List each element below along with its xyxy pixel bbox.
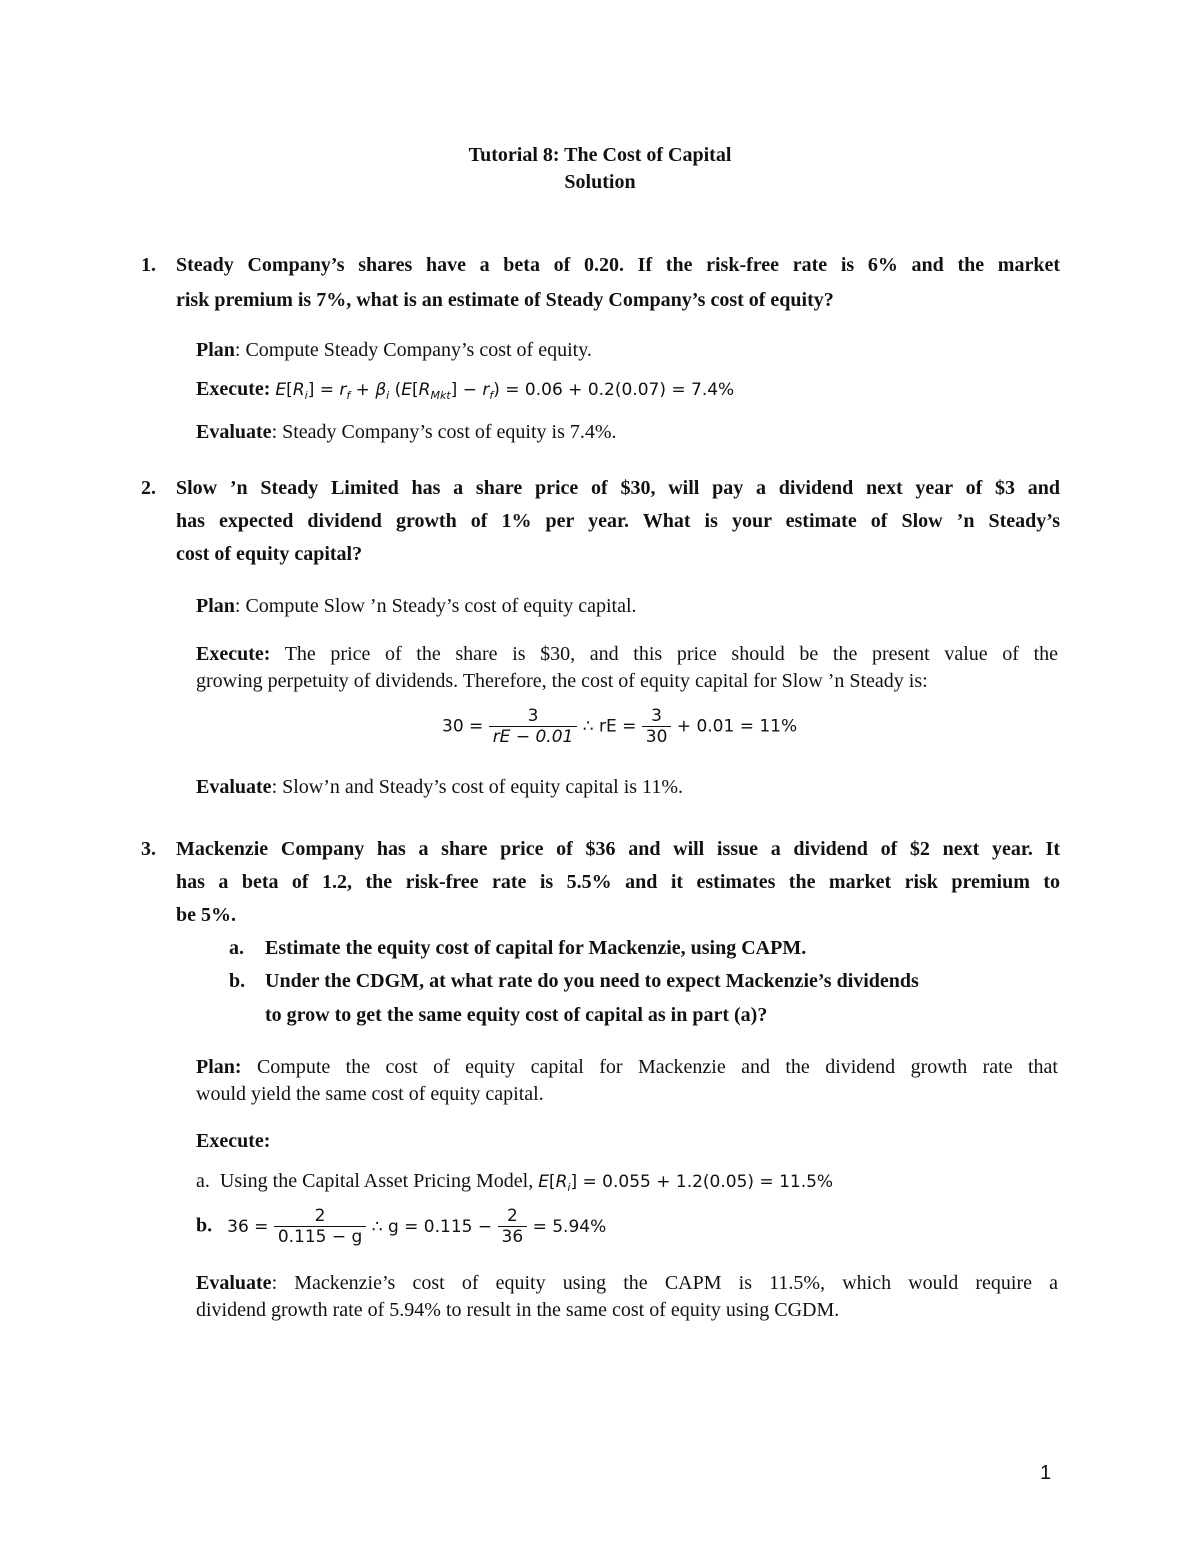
question-3-text-line1: Mackenzie Company has a share price of $36 and will issue a dividend of $2 next year. It xyxy=(176,838,1060,860)
q2-evaluate xyxy=(196,776,683,799)
q2-plan-label: Plan xyxy=(196,595,235,617)
q2-fraction-2-den: 30 xyxy=(642,726,672,747)
question-1-text-line1: Steady Company’s shares have a beta of 0.20. If the risk-free rate is 6% and the market xyxy=(176,254,1060,276)
question-2-text-line2: has expected dividend growth of 1% per year. What is your estimate of Slow ’n Steady’s xyxy=(176,510,1060,532)
q3-part-b-letter: b. xyxy=(229,970,246,992)
q3-plan-line1 xyxy=(196,1056,1058,1079)
question-2-number: 2. xyxy=(141,477,156,499)
q2-execute-line2: growing perpetuity of dividends. Therefore, the cost of equity capital for Slow ’n Steady is: xyxy=(196,670,928,692)
q1-evaluate-label: Evaluate xyxy=(196,421,272,443)
q2-fraction-2 xyxy=(642,706,672,747)
page-number: 1 xyxy=(1040,1462,1052,1484)
q2-evaluate-label: Evaluate xyxy=(196,776,272,798)
q1-capm-formula: $E[R_i] = r_f + \beta_i$ $(E[R_{Mkt}] - r_f) = 0.06 + 0.2(0.07) = 7.4\%$ xyxy=(275,380,735,402)
q2-formula xyxy=(442,706,797,747)
q2-fraction-1-num: 3 xyxy=(527,706,539,726)
question-1-text-line2: risk premium is 7%, what is an estimate of Steady Company’s cost of equity? xyxy=(176,289,834,311)
q1-plan-label: Plan xyxy=(196,339,235,361)
q1-plan xyxy=(196,339,592,362)
q3-exec-b xyxy=(196,1206,606,1247)
q3-fraction-2 xyxy=(498,1206,528,1247)
q3-exec-a-text: Using the Capital Asset Pricing Model, xyxy=(219,1170,534,1192)
q3-fraction-1-den: 0.115 − g xyxy=(274,1226,367,1247)
q3-evaluate-line2: dividend growth rate of 5.94% to result in the same cost of equity using CGDM. xyxy=(196,1299,840,1321)
q2-execute-label: Execute: xyxy=(196,643,271,665)
q3-formula-tail: = 5.94% xyxy=(532,1216,607,1237)
q3-plan-label: Plan: xyxy=(196,1056,242,1078)
q2-formula-tail: + 0.01 = 11% xyxy=(676,716,798,737)
q2-formula-therefore: ∴ rE = xyxy=(582,716,637,737)
q3-formula-lhs: 36 = xyxy=(227,1216,269,1237)
q2-plan-text: : Compute Slow ’n Steady’s cost of equity capital. xyxy=(234,595,637,617)
q3-plan-text1: Compute the cost of equity capital for Mackenzie and the dividend growth rate that xyxy=(241,1056,1058,1078)
q3-fraction-2-den: 36 xyxy=(498,1226,528,1247)
q3-plan-line2: would yield the same cost of equity capital. xyxy=(196,1083,544,1105)
q2-fraction-1 xyxy=(489,706,578,747)
q2-plan xyxy=(196,595,637,618)
q3-part-a-letter: a. xyxy=(229,937,244,959)
q3-exec-a-letter: a. xyxy=(196,1170,210,1192)
q3-evaluate-line1 xyxy=(196,1272,1058,1295)
q2-fraction-1-den: rE − 0.01 xyxy=(489,726,578,747)
q3-formula-therefore: ∴ g = 0.115 − xyxy=(371,1216,493,1237)
q2-fraction-2-num: 3 xyxy=(651,706,662,726)
q3-evaluate-label: Evaluate xyxy=(196,1272,272,1294)
q3-fraction-2-num: 2 xyxy=(506,1206,518,1226)
q3-exec-a-formula: $E[R_i] = 0.055 + 1.2(0.05) = 11.5\%$ xyxy=(538,1172,834,1194)
document-subtitle: Solution xyxy=(564,171,636,193)
question-1-number: 1. xyxy=(141,254,156,276)
q2-execute-text1: The price of the share is $30, and this price should be the present value of the xyxy=(270,643,1058,665)
q3-exec-b-letter: b. xyxy=(196,1214,213,1237)
q3-execute-label: Execute: xyxy=(196,1130,271,1152)
q2-formula-lhs: 30 = xyxy=(442,716,484,737)
q3-part-b-line2: to grow to get the same equity cost of capital as in part (a)? xyxy=(265,1004,768,1026)
q2-execute-line1 xyxy=(196,643,1058,666)
question-3-text-line2: has a beta of 1.2, the risk-free rate is 5.5% and it estimates the market risk premium to xyxy=(176,871,1060,893)
q1-execute xyxy=(196,378,734,402)
q3-fraction-1-num: 2 xyxy=(314,1206,326,1226)
q3-exec-b-formula xyxy=(227,1206,607,1247)
q3-fraction-1 xyxy=(274,1206,367,1247)
q1-evaluate-text: : Steady Company’s cost of equity is 7.4%. xyxy=(271,421,617,443)
question-2-text-line3: cost of equity capital? xyxy=(176,543,363,565)
q3-evaluate-text1: : Mackenzie’s cost of equity using the CAPM is 11.5%, which would require a xyxy=(271,1272,1058,1294)
question-3-number: 3. xyxy=(141,838,156,860)
q1-execute-label: Execute: xyxy=(196,378,271,400)
question-3-text-line3: be 5%. xyxy=(176,904,236,926)
question-2-text-line1: Slow ’n Steady Limited has a share price of $30, will pay a dividend next year of $3 and xyxy=(176,477,1060,499)
q3-exec-a xyxy=(196,1170,833,1194)
q1-plan-text: : Compute Steady Company’s cost of equity. xyxy=(234,339,592,361)
document-title: Tutorial 8: The Cost of Capital xyxy=(468,144,732,166)
q3-part-b-line1: Under the CDGM, at what rate do you need to expect Mackenzie’s dividends xyxy=(265,970,919,992)
q1-evaluate xyxy=(196,421,617,444)
q2-evaluate-text: : Slow’n and Steady’s cost of equity capital is 11%. xyxy=(271,776,683,798)
q3-part-a-text: Estimate the equity cost of capital for Mackenzie, using CAPM. xyxy=(265,937,807,959)
